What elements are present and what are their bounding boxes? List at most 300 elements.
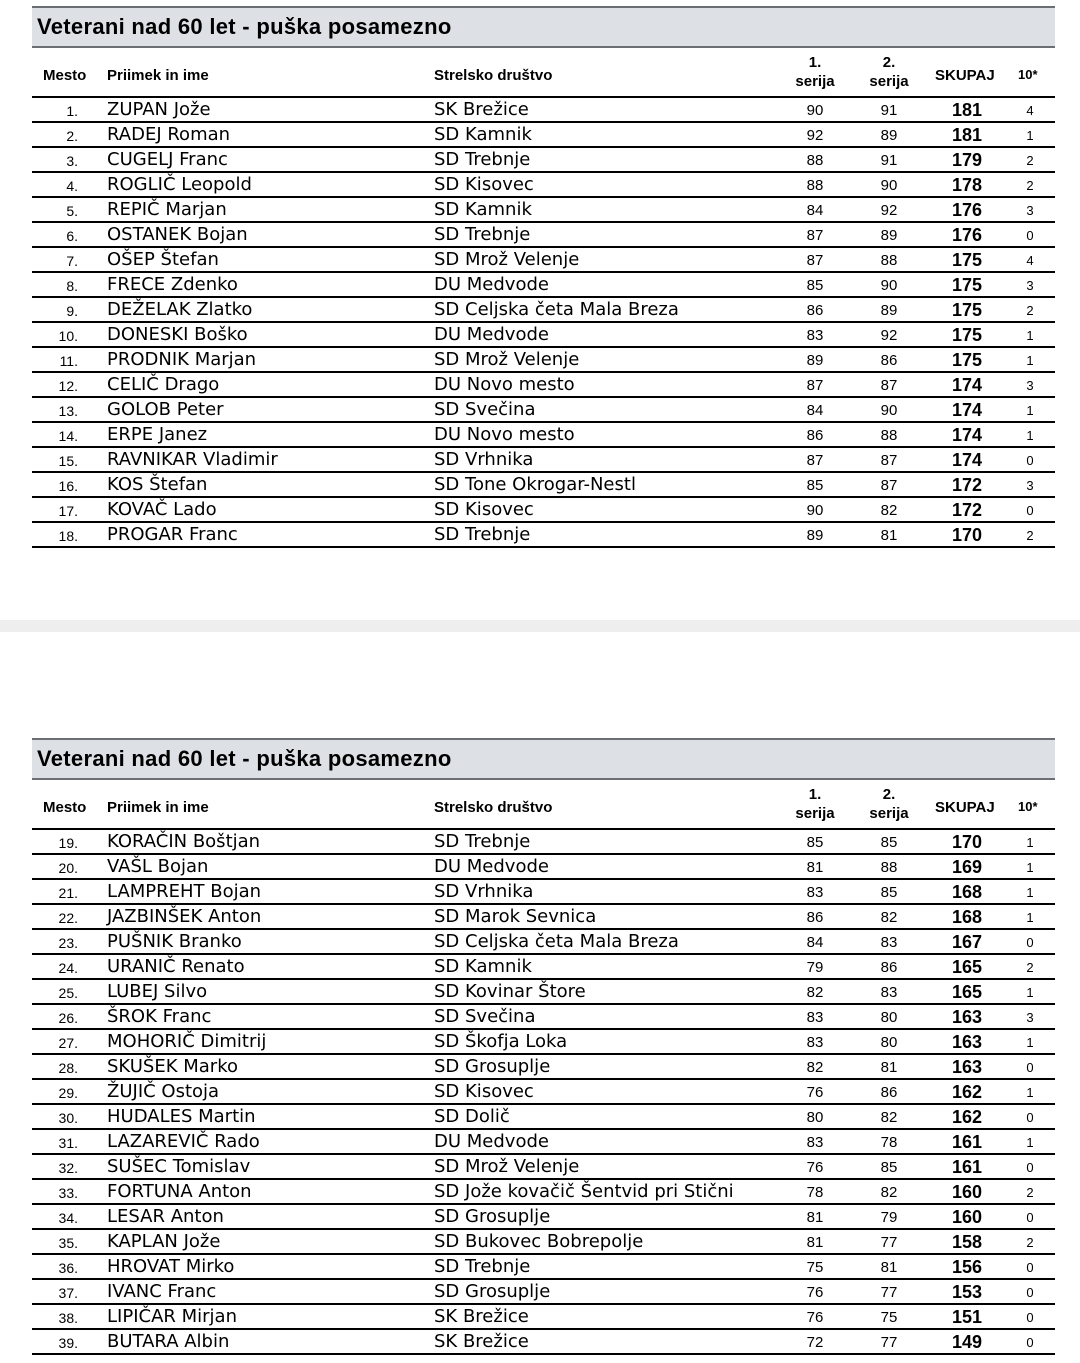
shooter-name: OSTANEK Bojan: [107, 224, 248, 245]
club-name: SD Kamnik: [434, 956, 532, 977]
club-name: DU Novo mesto: [434, 374, 575, 395]
rank: 36.: [58, 1260, 78, 1276]
table-row: [32, 1205, 1055, 1230]
shooter-name: KOVAČ Lado: [107, 499, 217, 520]
inner-tens-count: 0: [1026, 503, 1034, 518]
shooter-name: ZUPAN Jože: [107, 99, 211, 120]
header-series-1: [785, 53, 845, 91]
club-name: SD Kisovec: [434, 499, 534, 520]
club-name: SD Celjska četa Mala Breza: [434, 299, 679, 320]
total-score: 162: [951, 1107, 983, 1127]
rank: 30.: [58, 1110, 78, 1126]
table-row: [32, 148, 1055, 173]
shooter-name: PROGAR Franc: [107, 524, 238, 545]
section-title: Veterani nad 60 let - puška posamezno: [32, 738, 1055, 780]
total-score: 174: [951, 375, 983, 395]
series-1-score: 89: [806, 527, 824, 544]
header-tens: 10*: [1018, 67, 1038, 82]
inner-tens-count: 0: [1026, 1335, 1034, 1350]
rank: 24.: [58, 960, 78, 976]
club-name: SD Jože kovačič Šentvid pri Stični: [434, 1181, 734, 1202]
shooter-name: DEŽELAK Zlatko: [107, 299, 253, 320]
series-1-score: 79: [806, 959, 824, 976]
shooter-name: ŽUJIČ Ostoja: [107, 1081, 220, 1102]
table-row: [32, 880, 1055, 905]
club-name: SD Škofja Loka: [434, 1031, 568, 1052]
shooter-name: PRODNIK Marjan: [107, 349, 257, 370]
rank: 20.: [58, 860, 78, 876]
series-2-score: 87: [880, 477, 898, 494]
club-name: SD Kamnik: [434, 199, 532, 220]
table-row: [32, 1080, 1055, 1105]
shooter-name: JAZBINŠEK Anton: [107, 906, 262, 927]
inner-tens-count: 0: [1026, 1210, 1034, 1225]
shooter-name: ERPE Janez: [107, 424, 208, 445]
shooter-name: DONESKI Boško: [107, 324, 248, 345]
club-name: SD Mrož Velenje: [434, 249, 580, 270]
club-name: SD Vrhnika: [434, 881, 534, 902]
club-name: SD Trebnje: [434, 224, 531, 245]
club-name: SD Kovinar Štore: [434, 981, 586, 1002]
rank: 35.: [58, 1235, 78, 1251]
series-2-score: 91: [880, 152, 898, 169]
rank: 15.: [58, 453, 78, 469]
inner-tens-count: 1: [1026, 128, 1034, 143]
table-row: [32, 298, 1055, 323]
series-1-score: 89: [806, 352, 824, 369]
rank: 32.: [58, 1160, 78, 1176]
shooter-name: LAMPREHT Bojan: [107, 881, 262, 902]
rank: 29.: [58, 1085, 78, 1101]
table-row: [32, 348, 1055, 373]
club-name: SK Brežice: [434, 99, 529, 120]
table-row: [32, 1030, 1055, 1055]
header-series-1: [785, 785, 845, 823]
total-score: 163: [951, 1032, 983, 1052]
shooter-name: KOS Štefan: [107, 474, 208, 495]
table-row: [32, 123, 1055, 148]
total-score: 163: [951, 1057, 983, 1077]
club-name: DU Novo mesto: [434, 424, 575, 445]
rank: 31.: [58, 1135, 78, 1151]
total-score: 175: [951, 350, 983, 370]
shooter-name: FORTUNA Anton: [107, 1181, 252, 1202]
series-1-score: 81: [806, 859, 824, 876]
series-1-score: 83: [806, 884, 824, 901]
header-name: Priimek in ime: [107, 799, 209, 816]
table-row: [32, 198, 1055, 223]
inner-tens-count: 3: [1026, 1010, 1034, 1025]
shooter-name: URANIČ Renato: [107, 956, 245, 977]
shooter-name: LIPIČAR Mirjan: [107, 1306, 237, 1327]
series-1-score: 78: [806, 1184, 824, 1201]
table-row: [32, 855, 1055, 880]
inner-tens-count: 0: [1026, 1160, 1034, 1175]
inner-tens-count: 1: [1026, 885, 1034, 900]
total-score: 181: [951, 125, 983, 145]
club-name: SD Kisovec: [434, 174, 534, 195]
inner-tens-count: 2: [1026, 1185, 1034, 1200]
total-score: 169: [951, 857, 983, 877]
table-header: [32, 48, 1055, 98]
rank: 13.: [58, 403, 78, 419]
club-name: SD Grosuplje: [434, 1206, 551, 1227]
total-score: 175: [951, 325, 983, 345]
table-row: [32, 1230, 1055, 1255]
shooter-name: CELIČ Drago: [107, 374, 220, 395]
table-row: [32, 248, 1055, 273]
club-name: SD Trebnje: [434, 524, 531, 545]
series-1-score: 84: [806, 934, 824, 951]
series-2-score: 77: [880, 1234, 898, 1251]
total-score: 174: [951, 450, 983, 470]
inner-tens-count: 2: [1026, 960, 1034, 975]
inner-tens-count: 1: [1026, 328, 1034, 343]
rank: 27.: [58, 1035, 78, 1051]
series-1-score: 80: [806, 1109, 824, 1126]
total-score: 161: [951, 1132, 983, 1152]
series-2-score: 92: [880, 202, 898, 219]
series-2-score: 82: [880, 909, 898, 926]
inner-tens-count: 1: [1026, 403, 1034, 418]
total-score: 170: [951, 525, 983, 545]
total-score: 175: [951, 250, 983, 270]
header-series-1-label: serija: [795, 805, 835, 822]
series-2-score: 83: [880, 984, 898, 1001]
series-2-score: 85: [880, 884, 898, 901]
series-1-score: 87: [806, 452, 824, 469]
rank: 25.: [58, 985, 78, 1001]
table-row: [32, 323, 1055, 348]
rank: 2.: [66, 128, 78, 144]
series-1-score: 83: [806, 1009, 824, 1026]
total-score: 161: [951, 1157, 983, 1177]
inner-tens-count: 4: [1026, 253, 1034, 268]
inner-tens-count: 0: [1026, 1310, 1034, 1325]
series-2-score: 88: [880, 859, 898, 876]
rank: 26.: [58, 1010, 78, 1026]
club-name: SD Trebnje: [434, 831, 531, 852]
header-club: Strelsko društvo: [434, 67, 553, 84]
club-name: SK Brežice: [434, 1306, 529, 1327]
club-name: DU Medvode: [434, 324, 549, 345]
inner-tens-count: 0: [1026, 1260, 1034, 1275]
series-1-score: 88: [806, 152, 824, 169]
table-body: [32, 98, 1055, 548]
series-1-score: 72: [806, 1334, 824, 1351]
inner-tens-count: 2: [1026, 1235, 1034, 1250]
rank: 37.: [58, 1285, 78, 1301]
rank: 1.: [66, 103, 78, 119]
inner-tens-count: 0: [1026, 935, 1034, 950]
total-score: 163: [951, 1007, 983, 1027]
inner-tens-count: 1: [1026, 353, 1034, 368]
shooter-name: REPIČ Marjan: [107, 199, 227, 220]
series-1-score: 76: [806, 1309, 824, 1326]
inner-tens-count: 1: [1026, 910, 1034, 925]
series-2-score: 91: [880, 102, 898, 119]
series-2-score: 86: [880, 352, 898, 369]
series-1-score: 82: [806, 1059, 824, 1076]
header-series-2-label: serija: [869, 805, 909, 822]
table-row: [32, 1105, 1055, 1130]
shooter-name: RAVNIKAR Vladimir: [107, 449, 278, 470]
table-row: [32, 498, 1055, 523]
series-2-score: 92: [880, 327, 898, 344]
rank: 17.: [58, 503, 78, 519]
rank: 34.: [58, 1210, 78, 1226]
header-tens: 10*: [1018, 799, 1038, 814]
club-name: SD Dolič: [434, 1106, 510, 1127]
rank: 7.: [66, 253, 78, 269]
total-score: 181: [951, 100, 983, 120]
total-score: 176: [951, 225, 983, 245]
total-score: 149: [951, 1332, 983, 1352]
rank: 5.: [66, 203, 78, 219]
inner-tens-count: 1: [1026, 860, 1034, 875]
rank: 23.: [58, 935, 78, 951]
club-name: SD Bukovec Bobrepolje: [434, 1231, 644, 1252]
series-1-score: 83: [806, 1134, 824, 1151]
header-series-2-label: serija: [869, 73, 909, 90]
series-1-score: 76: [806, 1284, 824, 1301]
series-1-score: 76: [806, 1159, 824, 1176]
table-row: [32, 1155, 1055, 1180]
table-row: [32, 173, 1055, 198]
header-name: Priimek in ime: [107, 67, 209, 84]
series-2-score: 89: [880, 302, 898, 319]
inner-tens-count: 1: [1026, 1135, 1034, 1150]
table-row: [32, 223, 1055, 248]
table-row: [32, 273, 1055, 298]
club-name: DU Medvode: [434, 1131, 549, 1152]
table-row: [32, 423, 1055, 448]
table-row: [32, 1330, 1055, 1355]
series-1-score: 92: [806, 127, 824, 144]
inner-tens-count: 2: [1026, 303, 1034, 318]
table-row: [32, 523, 1055, 548]
shooter-name: VAŠL Bojan: [107, 856, 209, 877]
table-header: [32, 780, 1055, 830]
club-name: SD Celjska četa Mala Breza: [434, 931, 679, 952]
total-score: 172: [951, 500, 983, 520]
rank: 9.: [66, 303, 78, 319]
rank: 16.: [58, 478, 78, 494]
header-series-2-num: 2.: [882, 54, 896, 71]
club-name: SD Kisovec: [434, 1081, 534, 1102]
inner-tens-count: 3: [1026, 378, 1034, 393]
series-2-score: 75: [880, 1309, 898, 1326]
total-score: 158: [951, 1232, 983, 1252]
inner-tens-count: 3: [1026, 203, 1034, 218]
series-1-score: 83: [806, 327, 824, 344]
total-score: 162: [951, 1082, 983, 1102]
series-2-score: 86: [880, 959, 898, 976]
rank: 14.: [58, 428, 78, 444]
inner-tens-count: 1: [1026, 1035, 1034, 1050]
total-score: 167: [951, 932, 983, 952]
total-score: 176: [951, 200, 983, 220]
rank: 28.: [58, 1060, 78, 1076]
inner-tens-count: 0: [1026, 1285, 1034, 1300]
table-row: [32, 373, 1055, 398]
shooter-name: PUŠNIK Branko: [107, 931, 242, 952]
series-2-score: 80: [880, 1034, 898, 1051]
rank: 3.: [66, 153, 78, 169]
shooter-name: SUŠEC Tomislav: [107, 1156, 251, 1177]
total-score: 168: [951, 882, 983, 902]
series-1-score: 86: [806, 909, 824, 926]
rank: 22.: [58, 910, 78, 926]
series-2-score: 90: [880, 402, 898, 419]
total-score: 174: [951, 400, 983, 420]
section-title: Veterani nad 60 let - puška posamezno: [32, 6, 1055, 48]
inner-tens-count: 1: [1026, 1085, 1034, 1100]
rank: 38.: [58, 1310, 78, 1326]
shooter-name: LESAR Anton: [107, 1206, 224, 1227]
header-club: Strelsko društvo: [434, 799, 553, 816]
header-skupaj: SKUPAJ: [935, 799, 995, 816]
inner-tens-count: 0: [1026, 1110, 1034, 1125]
table-row: [32, 830, 1055, 855]
header-series-2: [859, 53, 919, 91]
header-mesto: Mesto: [43, 799, 87, 816]
table-row: [32, 1180, 1055, 1205]
table-row: [32, 473, 1055, 498]
header-series-1-num: 1.: [808, 786, 822, 803]
inner-tens-count: 1: [1026, 428, 1034, 443]
shooter-name: LAZAREVIČ Rado: [107, 1131, 260, 1152]
series-1-score: 75: [806, 1259, 824, 1276]
shooter-name: HUDALES Martin: [107, 1106, 256, 1127]
total-score: 175: [951, 275, 983, 295]
table-row: [32, 398, 1055, 423]
rank: 8.: [66, 278, 78, 294]
inner-tens-count: 0: [1026, 1060, 1034, 1075]
series-1-score: 84: [806, 402, 824, 419]
rank: 6.: [66, 228, 78, 244]
total-score: 168: [951, 907, 983, 927]
inner-tens-count: 1: [1026, 985, 1034, 1000]
inner-tens-count: 3: [1026, 278, 1034, 293]
club-name: SD Mrož Velenje: [434, 349, 580, 370]
shooter-name: KORAČIN Boštjan: [107, 831, 261, 852]
series-1-score: 85: [806, 277, 824, 294]
total-score: 165: [951, 957, 983, 977]
series-1-score: 81: [806, 1209, 824, 1226]
total-score: 156: [951, 1257, 983, 1277]
table-row: [32, 980, 1055, 1005]
series-1-score: 87: [806, 377, 824, 394]
total-score: 172: [951, 475, 983, 495]
club-name: DU Medvode: [434, 274, 549, 295]
series-1-score: 84: [806, 202, 824, 219]
shooter-name: BUTARA Albin: [107, 1331, 230, 1352]
series-2-score: 81: [880, 1259, 898, 1276]
series-2-score: 90: [880, 177, 898, 194]
header-series-2-num: 2.: [882, 786, 896, 803]
total-score: 178: [951, 175, 983, 195]
shooter-name: CUGELJ Franc: [107, 149, 228, 170]
inner-tens-count: 0: [1026, 453, 1034, 468]
total-score: 165: [951, 982, 983, 1002]
shooter-name: ROGLIČ Leopold: [107, 174, 252, 195]
series-1-score: 87: [806, 227, 824, 244]
header-mesto: Mesto: [43, 67, 87, 84]
series-2-score: 85: [880, 1159, 898, 1176]
series-1-score: 83: [806, 1034, 824, 1051]
header-skupaj: SKUPAJ: [935, 67, 995, 84]
series-2-score: 82: [880, 1184, 898, 1201]
total-score: 151: [951, 1307, 983, 1327]
inner-tens-count: 2: [1026, 178, 1034, 193]
series-2-score: 89: [880, 127, 898, 144]
shooter-name: IVANC Franc: [107, 1281, 217, 1302]
series-1-score: 87: [806, 252, 824, 269]
club-name: SD Marok Sevnica: [434, 906, 597, 927]
series-2-score: 80: [880, 1009, 898, 1026]
table-row: [32, 1255, 1055, 1280]
club-name: SD Vrhnika: [434, 449, 534, 470]
series-1-score: 76: [806, 1084, 824, 1101]
series-1-score: 85: [806, 477, 824, 494]
club-name: SD Mrož Velenje: [434, 1156, 580, 1177]
club-name: SD Grosuplje: [434, 1281, 551, 1302]
inner-tens-count: 1: [1026, 835, 1034, 850]
series-2-score: 81: [880, 1059, 898, 1076]
rank: 33.: [58, 1185, 78, 1201]
rank: 18.: [58, 528, 78, 544]
shooter-name: MOHORIČ Dimitrij: [107, 1031, 267, 1052]
total-score: 153: [951, 1282, 983, 1302]
total-score: 175: [951, 300, 983, 320]
shooter-name: OŠEP Štefan: [107, 249, 219, 270]
shooter-name: GOLOB Peter: [107, 399, 224, 420]
rank: 39.: [58, 1335, 78, 1351]
inner-tens-count: 2: [1026, 528, 1034, 543]
series-2-score: 77: [880, 1284, 898, 1301]
shooter-name: LUBEJ Silvo: [107, 981, 208, 1002]
series-1-score: 82: [806, 984, 824, 1001]
club-name: SD Kamnik: [434, 124, 532, 145]
series-2-score: 82: [880, 1109, 898, 1126]
series-2-score: 86: [880, 1084, 898, 1101]
series-2-score: 77: [880, 1334, 898, 1351]
club-name: DU Medvode: [434, 856, 549, 877]
series-2-score: 90: [880, 277, 898, 294]
series-2-score: 87: [880, 452, 898, 469]
club-name: SD Svečina: [434, 1006, 536, 1027]
total-score: 174: [951, 425, 983, 445]
inner-tens-count: 3: [1026, 478, 1034, 493]
series-1-score: 81: [806, 1234, 824, 1251]
results-section: [32, 738, 1055, 1355]
series-1-score: 88: [806, 177, 824, 194]
table-body: [32, 830, 1055, 1355]
series-2-score: 87: [880, 377, 898, 394]
series-1-score: 90: [806, 502, 824, 519]
table-row: [32, 1130, 1055, 1155]
header-series-1-label: serija: [795, 73, 835, 90]
shooter-name: KAPLAN Jože: [107, 1231, 221, 1252]
table-row: [32, 1005, 1055, 1030]
table-row: [32, 1055, 1055, 1080]
club-name: SK Brežice: [434, 1331, 529, 1352]
series-2-score: 81: [880, 527, 898, 544]
rank: 10.: [58, 328, 78, 344]
shooter-name: FRECE Zdenko: [107, 274, 238, 295]
total-score: 160: [951, 1182, 983, 1202]
